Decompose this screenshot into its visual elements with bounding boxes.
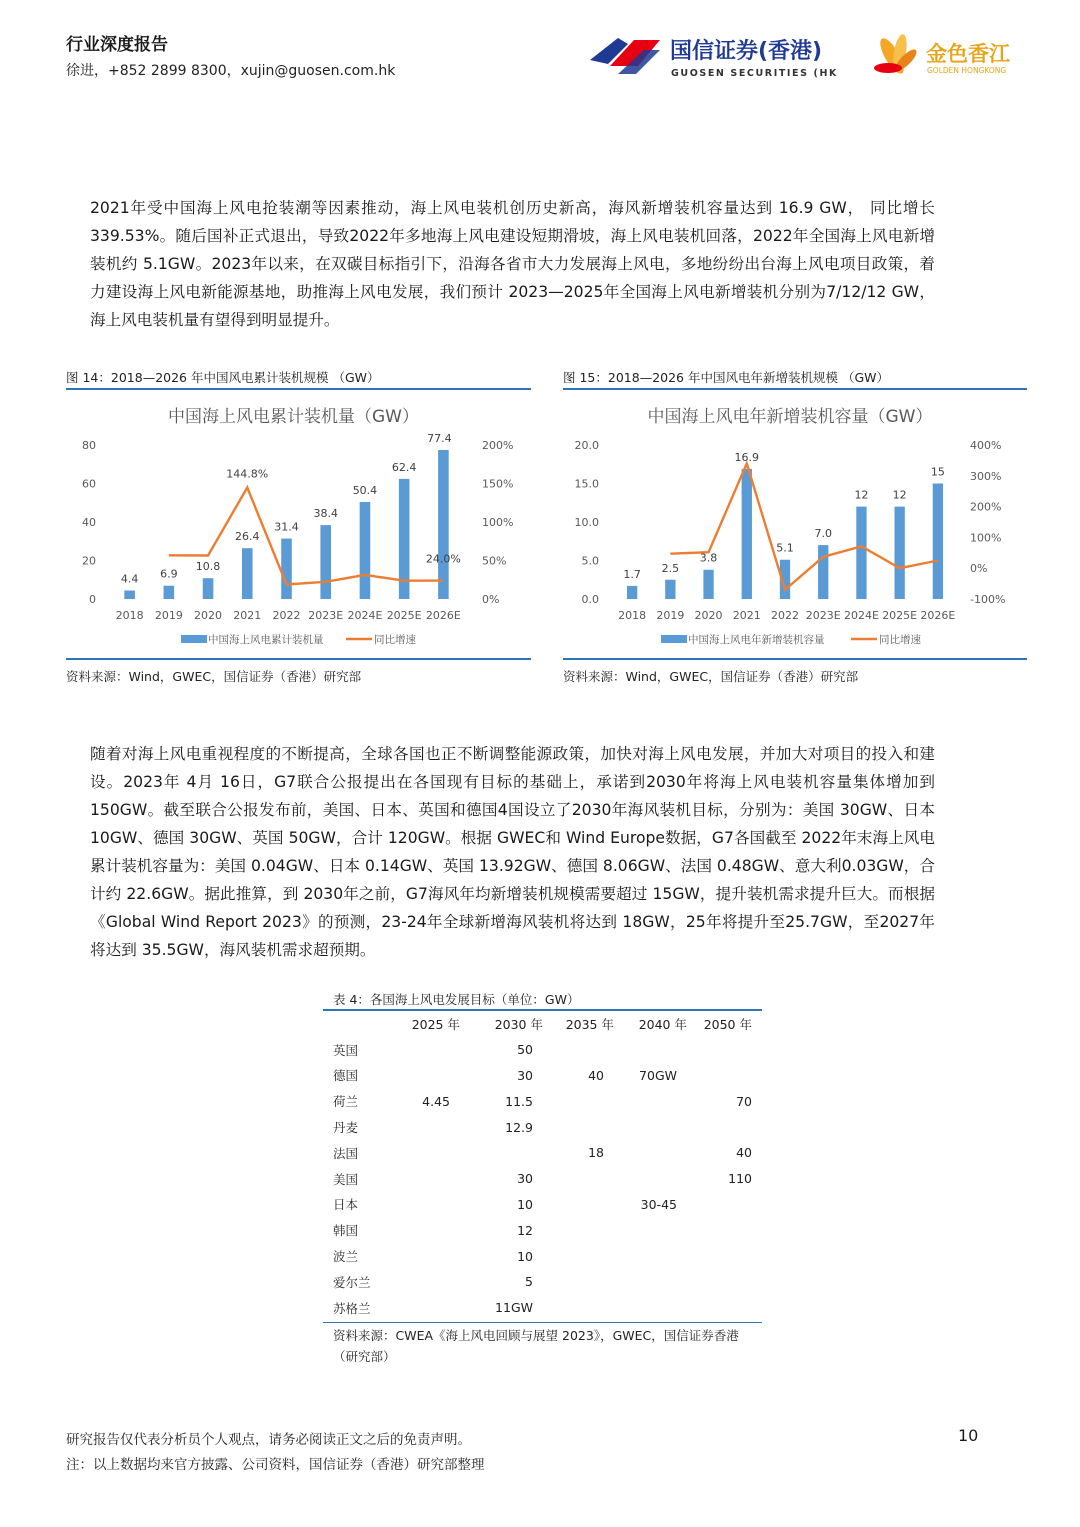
table-cell-value	[699, 1192, 762, 1218]
growth-rate-label: 144.8%	[226, 467, 269, 481]
guosen-logo	[588, 30, 838, 80]
golden-logo-en: GOLDEN HONGKONG	[927, 66, 1007, 75]
table-cell-value	[555, 1295, 626, 1321]
table-cell-value	[393, 1217, 472, 1243]
guosen-logo-icon	[588, 30, 838, 80]
table-row	[323, 1166, 762, 1192]
table-cell-value: 10	[517, 1248, 533, 1264]
country-targets-table	[323, 1011, 762, 1321]
table-4-caption: 表 4：各国海上风电发展目标（单位：GW）	[333, 992, 580, 1007]
y-axis-right-tick: 0%	[970, 562, 988, 576]
bar	[164, 586, 175, 599]
y-axis-right-tick: 100%	[970, 531, 1002, 545]
table-cell-value: 30	[517, 1067, 533, 1083]
bar-value-label: 62.4	[391, 460, 417, 474]
table-cell-value	[626, 1269, 699, 1295]
bar	[627, 586, 637, 599]
x-axis-tick: 2024E	[843, 609, 879, 622]
y-axis-right-tick: 0%	[482, 593, 500, 606]
table-cell-value: 12	[517, 1222, 533, 1238]
bar-value-label: 12	[854, 488, 869, 502]
table-cell-value	[699, 1063, 762, 1089]
bar-value-label: 2.5	[661, 561, 680, 575]
table-cell-country: 韩国	[333, 1223, 359, 1239]
x-axis-tick: 2025E	[386, 609, 422, 622]
x-axis-tick: 2021	[732, 609, 761, 622]
page-number: 10	[958, 1426, 979, 1445]
table-cell-country: 法国	[333, 1145, 359, 1161]
table-cell-value	[699, 1243, 762, 1269]
table-row	[323, 1192, 762, 1218]
x-axis-tick: 2023E	[805, 609, 841, 622]
table-cell-value	[393, 1243, 472, 1269]
table-cell-value	[393, 1269, 472, 1295]
bar-value-label: 31.4	[274, 520, 299, 534]
figure-14-top-rule	[66, 388, 531, 390]
bar-value-label: 12	[892, 488, 907, 502]
table-cell-value	[393, 1140, 472, 1166]
y-axis-right-tick: 200%	[970, 500, 1002, 514]
y-axis-right-tick: 150%	[482, 477, 514, 491]
table-cell-value	[626, 1217, 699, 1243]
bar	[703, 570, 713, 599]
table-cell-value	[699, 1037, 762, 1063]
bar	[818, 545, 828, 599]
table-cell-value: 30	[517, 1171, 533, 1187]
table-header-year: 2050 年	[703, 1016, 752, 1032]
table-cell-value	[555, 1037, 626, 1063]
table-row	[323, 1295, 762, 1321]
y-axis-left-tick: 60	[82, 477, 96, 491]
guosen-logo-cn: 国信证券(香港)	[670, 39, 823, 64]
table-cell-value: 11.5	[505, 1093, 533, 1109]
table-cell-value	[626, 1295, 699, 1321]
new-installation-chart	[563, 392, 1027, 658]
y-axis-left-tick: 20	[82, 554, 96, 568]
bar	[933, 484, 943, 600]
table-cell-value	[393, 1192, 472, 1218]
table-cell-country: 日本	[333, 1197, 359, 1213]
table-cell-value: 70GW	[639, 1067, 677, 1083]
bar-value-label: 3.8	[699, 551, 718, 565]
figure-14-source: 资料来源：Wind，GWEC，国信证券（香港）研究部	[66, 669, 362, 684]
table-row	[323, 1140, 762, 1166]
cumulative-capacity-chart	[66, 392, 531, 658]
table-cell-value: 18	[588, 1145, 604, 1161]
bar	[124, 591, 135, 599]
table-cell-value	[393, 1295, 472, 1321]
bar	[360, 502, 371, 599]
table-4-source: 资料来源：CWEA《海上风电回顾与展望 2023》，GWEC，国信证券香港（研究部）	[333, 1328, 739, 1364]
y-axis-right-tick: 300%	[970, 469, 1002, 483]
table-header-country	[323, 1011, 393, 1037]
figure-14-bottom-rule	[66, 658, 531, 660]
bar	[438, 450, 449, 599]
x-axis-tick: 2022	[771, 609, 799, 622]
legend-label-line: 同比增速	[879, 634, 921, 646]
table-cell-value	[699, 1217, 762, 1243]
x-axis-tick: 2021	[233, 609, 262, 622]
table-row	[323, 1269, 762, 1295]
table-row	[323, 1217, 762, 1243]
table-header-row	[323, 1011, 762, 1037]
y-axis-left-tick: 40	[82, 516, 96, 529]
table-cell-value: 110	[728, 1171, 752, 1187]
bar-value-label: 5.1	[776, 541, 794, 555]
y-axis-left-tick: 80	[82, 439, 96, 452]
report-type-title: 行业深度报告	[66, 35, 168, 55]
y-axis-left-tick: 0	[89, 593, 96, 606]
bar	[242, 548, 253, 599]
bar-value-label: 10.8	[195, 560, 221, 574]
y-axis-left-tick: 0.0	[581, 593, 599, 606]
table-cell-value	[393, 1063, 472, 1089]
table-cell-value: 40	[736, 1145, 752, 1161]
table-cell-value	[626, 1114, 699, 1140]
x-axis-tick: 2026E	[425, 609, 461, 622]
x-axis-tick: 2018	[115, 609, 144, 622]
table-row	[323, 1063, 762, 1089]
x-axis-tick: 2019	[154, 609, 183, 622]
table-cell-country: 美国	[333, 1171, 359, 1187]
table-cell-value: 11GW	[495, 1300, 533, 1316]
table-cell-value	[555, 1088, 626, 1114]
table-header-year: 2030 年	[494, 1016, 543, 1032]
table-cell-value	[555, 1269, 626, 1295]
footer-note: 注：以上数据均来官方披露、公司资料，国信证券（香港）研究部整理	[66, 1457, 485, 1473]
y-axis-left-tick: 5.0	[581, 554, 599, 568]
figure-15-caption: 图 15：2018—2026 年中国风电年新增装机规模 （GW）	[563, 370, 889, 385]
table-cell-value: 4.45	[422, 1093, 450, 1109]
x-axis-tick: 2025E	[882, 609, 918, 622]
y-axis-right-tick: 50%	[482, 554, 507, 568]
growth-rate-label: 24.0%	[425, 552, 461, 566]
bar-value-label: 50.4	[352, 483, 378, 497]
table-cell-value	[699, 1269, 762, 1295]
paragraph-offshore-wind-2021: 2021年受中国海上风电抢装潮等因素推动，海上风电装机创历史新高，海风新增装机容量达到 16.9 GW， 同比增长339.53%。随后国补正式退出，导致2022年多地海上风电建设短期滑坡，海上风电装机回落，2022年全国海上风电新增装机约 5.1GW。2023年以来，在双碳目标指引下，沿海各省市大力发展海上风电，多地纷纷出台海上风电项目政策，着力建设海上风电新能源基地，助推海上风电发展，我们预计 2023—2025年全国海上风电新增装机分别为7/12/12 GW，海上风电装机量有望得到明显提升。	[90, 199, 935, 329]
x-axis-tick: 2024E	[347, 609, 383, 622]
bar-value-label: 4.4	[120, 572, 139, 586]
table-cell-value: 12.9	[505, 1119, 533, 1135]
golden-logo-cn: 金色香江	[926, 42, 1010, 66]
table-row	[323, 1114, 762, 1140]
figure-14-chart	[66, 392, 531, 658]
table-row	[323, 1037, 762, 1063]
table-header-year: 2025 年	[411, 1016, 460, 1032]
footer-disclaimer: 研究报告仅代表分析员个人观点，请务必阅读正文之后的免责声明。	[66, 1432, 471, 1448]
figure-15-source: 资料来源：Wind，GWEC，国信证券（香港）研究部	[563, 669, 859, 684]
table-cell-value	[555, 1166, 626, 1192]
bar-value-label: 1.7	[623, 567, 641, 581]
y-axis-right-tick: -100%	[970, 593, 1006, 606]
table-header-year: 2040 年	[638, 1016, 687, 1032]
table-cell-value	[393, 1166, 472, 1192]
bar-value-label: 6.9	[160, 567, 178, 581]
y-axis-right-tick: 400%	[970, 439, 1002, 452]
bar	[856, 507, 866, 599]
x-axis-tick: 2020	[694, 609, 723, 622]
bar-value-label: 15	[930, 465, 945, 479]
bar	[203, 578, 214, 599]
guosen-logo-en: GUOSEN SECURITIES (HK)	[671, 68, 838, 79]
table-cell-country: 丹麦	[333, 1120, 359, 1136]
table-cell-value	[555, 1192, 626, 1218]
bar-value-label: 38.4	[313, 507, 338, 521]
figure-15-chart	[563, 392, 1027, 658]
table-row	[323, 1243, 762, 1269]
legend-label-bar: 中国海上风电累计装机量	[208, 634, 324, 646]
legend-swatch-bar	[181, 635, 207, 643]
x-axis-tick: 2019	[656, 609, 685, 622]
table-cell-value: 5	[525, 1274, 533, 1290]
x-axis-tick: 2018	[618, 609, 647, 622]
bar	[895, 507, 905, 599]
y-axis-left-tick: 15.0	[574, 477, 599, 491]
x-axis-tick: 2020	[194, 609, 223, 622]
paragraph-global-offshore-targets: 随着对海上风电重视程度的不断提高，全球各国也正不断调整能源政策，加快对海上风电发展，并加大对项目的投入和建设。2023年 4月 16日，G7联合公报提出在各国现有目标的基础上，承诺到2030年将海上风电装机容量集体增加到150GW。截至联合公报发布前，美国、日本、英国和德国4国设立了2030年海风装机目标，分别为：美国 30GW、日本 10GW、德国 30GW、英国 50GW，合计 120GW。根据 GWEC和 Wind Europe数据，G7各国截至 2022年末海上风电累计装机容量为：美国 0.04GW、日本 0.14GW、英国 13.92GW、德国 8.06GW、法国 0.48GW、意大利0.03GW，合计约 22.6GW。据此推算，到 2030年之前，G7海风年均新增装机规模需要超过 15GW，提升装机需求提升巨大。而根据《Global Wind Report 2023》的预测，23-24年全球新增海风装机将达到 18GW，25年将提升至25.7GW，至2027年将达到 35.5GW，海风装机需求超预期。	[90, 745, 935, 959]
table-cell-value	[699, 1114, 762, 1140]
table-cell-value	[699, 1295, 762, 1321]
table-cell-value	[472, 1140, 555, 1166]
bar	[665, 580, 675, 599]
chart-title: 中国海上风电年新增装机容量（GW）	[647, 407, 933, 427]
x-axis-tick: 2026E	[920, 609, 956, 622]
y-axis-left-tick: 20.0	[574, 439, 599, 452]
table-cell-country: 荷兰	[333, 1094, 359, 1110]
table-cell-value: 10	[517, 1196, 533, 1212]
table-cell-value: 50	[517, 1042, 533, 1058]
bar-value-label: 7.0	[814, 527, 832, 541]
table-4-bottom-rule	[323, 1322, 762, 1323]
table-cell-value	[626, 1243, 699, 1269]
bar-value-label: 26.4	[235, 530, 260, 544]
analyst-contact: 徐进，+852 2899 8300，xujin@guosen.com.hk	[66, 63, 396, 79]
legend-label-bar: 中国海上风电年新增装机容量	[688, 634, 825, 646]
table-cell-country: 苏格兰	[333, 1300, 371, 1316]
table-cell-value	[555, 1243, 626, 1269]
figure-14-caption: 图 14：2018—2026 年中国风电累计装机规模 （GW）	[66, 370, 380, 385]
table-cell-value	[626, 1088, 699, 1114]
table-cell-value	[555, 1114, 626, 1140]
table-cell-value: 70	[736, 1093, 752, 1109]
bar	[320, 525, 331, 599]
table-cell-value: 30-45	[640, 1196, 677, 1212]
figure-15-top-rule	[563, 388, 1027, 390]
figure-15-bottom-rule	[563, 658, 1027, 660]
table-cell-country: 爱尔兰	[333, 1274, 371, 1290]
y-axis-left-tick: 10.0	[574, 516, 599, 529]
table-cell-value	[393, 1037, 472, 1063]
y-axis-right-tick: 200%	[482, 439, 514, 452]
table-cell-value	[626, 1037, 699, 1063]
table-cell-value	[626, 1140, 699, 1166]
table-header-year: 2035 年	[565, 1016, 614, 1032]
bar-value-label: 16.9	[734, 450, 760, 464]
x-axis-tick: 2022	[272, 609, 301, 622]
legend-swatch-bar	[661, 635, 687, 643]
table-4	[323, 1011, 762, 1321]
table-cell-value	[626, 1166, 699, 1192]
golden-hongkong-logo-icon	[866, 28, 1016, 80]
table-cell-country: 波兰	[333, 1249, 359, 1265]
table-cell-country: 英国	[333, 1042, 359, 1058]
table-cell-value: 40	[588, 1067, 604, 1083]
y-axis-right-tick: 100%	[482, 516, 514, 529]
table-row	[323, 1088, 762, 1114]
bar	[281, 539, 292, 599]
chart-title: 中国海上风电累计装机量（GW）	[168, 407, 419, 427]
golden-hongkong-logo	[866, 28, 1016, 80]
bar	[742, 469, 752, 599]
table-cell-country: 德国	[333, 1068, 359, 1084]
table-cell-value	[555, 1217, 626, 1243]
bar-value-label: 77.4	[427, 432, 452, 446]
legend-label-line: 同比增速	[374, 634, 416, 646]
x-axis-tick: 2023E	[308, 609, 344, 622]
table-cell-value	[393, 1114, 472, 1140]
